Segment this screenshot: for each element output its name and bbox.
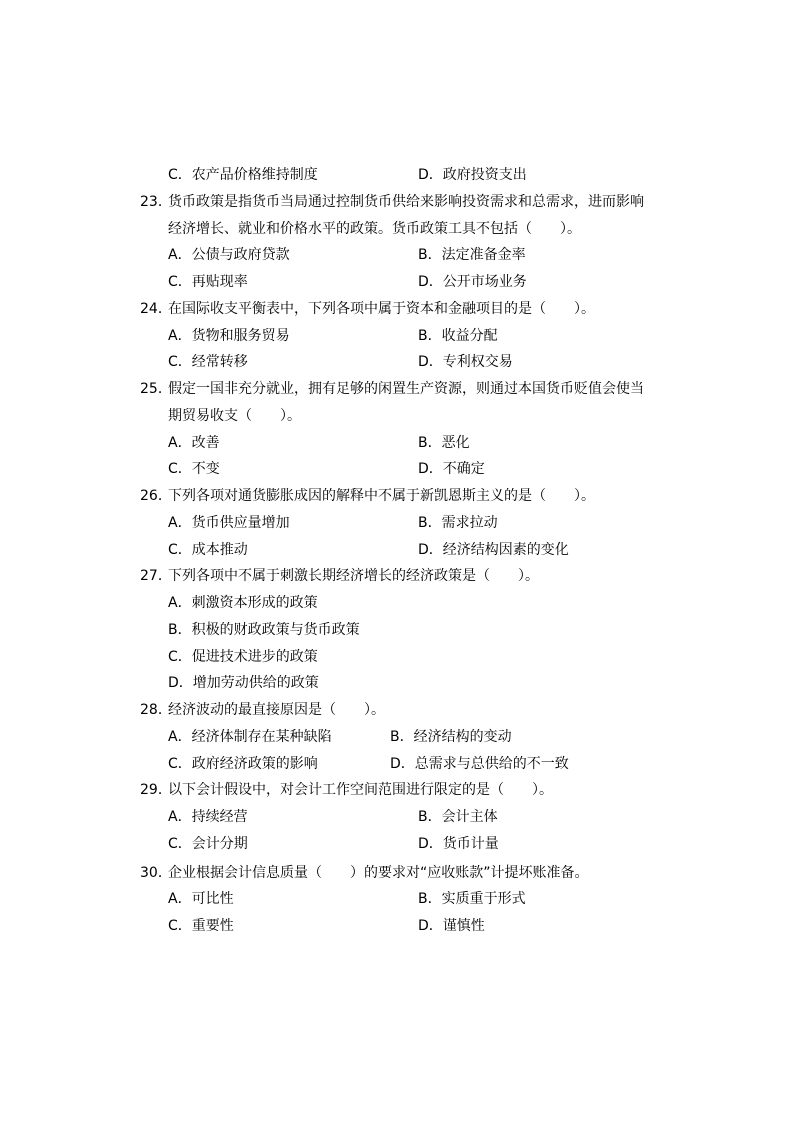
options-row bbox=[0, 751, 794, 778]
option-left: C．重要性 bbox=[168, 918, 234, 934]
question-stem bbox=[0, 376, 794, 403]
options-row bbox=[0, 510, 794, 537]
question-text: 假定一国非充分就业，拥有足够的闲置生产资源，则通过本国货币贬值会使当 bbox=[168, 381, 644, 397]
option-right: B．经济结构的变动 bbox=[390, 728, 512, 745]
option-left: A．货币供应量增加 bbox=[168, 514, 290, 531]
options-row bbox=[0, 269, 794, 296]
text-line bbox=[0, 216, 794, 243]
option-right: D．专利权交易 bbox=[418, 354, 513, 371]
options-row bbox=[0, 430, 794, 457]
options-row bbox=[0, 886, 794, 913]
option-right: D．总需求与总供给的不一致 bbox=[390, 755, 569, 772]
option-right: D．经济结构因素的变化 bbox=[418, 541, 569, 558]
options-row bbox=[0, 323, 794, 350]
options-row bbox=[0, 831, 794, 858]
text-line bbox=[0, 590, 794, 617]
text-line bbox=[0, 644, 794, 671]
question-number: 29． bbox=[140, 782, 172, 799]
question-number: 30． bbox=[140, 864, 172, 881]
option-right: D．公开市场业务 bbox=[418, 274, 527, 290]
text-line bbox=[0, 617, 794, 644]
option-right: D．谨慎性 bbox=[418, 918, 485, 934]
option-right: B．实质重于形式 bbox=[418, 891, 526, 908]
question-text: 经济波动的最直接原因是（ ）。 bbox=[168, 702, 385, 718]
question-number: 24． bbox=[140, 300, 172, 317]
option-right: B．法定准备金率 bbox=[418, 247, 526, 264]
option-left: C．经常转移 bbox=[168, 354, 248, 371]
option-left: C．再贴现率 bbox=[168, 274, 248, 290]
text-line bbox=[0, 403, 794, 430]
option-right: D．政府投资支出 bbox=[418, 167, 527, 183]
options-row bbox=[0, 804, 794, 831]
line-text: D．增加劳动供给的政策 bbox=[168, 675, 319, 692]
question-text: 以下会计假设中，对会计工作空间范围进行限定的是（ ）。 bbox=[168, 782, 553, 799]
options-row bbox=[0, 349, 794, 376]
option-left: C．不变 bbox=[168, 461, 220, 478]
option-left: A．公债与政府贷款 bbox=[168, 247, 290, 264]
text-line bbox=[0, 670, 794, 697]
option-left: C．成本推动 bbox=[168, 541, 248, 558]
question-number: 25． bbox=[140, 381, 172, 397]
option-right: D．货币计量 bbox=[418, 835, 499, 852]
question-stem bbox=[0, 563, 794, 590]
options-row bbox=[0, 242, 794, 269]
question-number: 28． bbox=[140, 702, 172, 718]
question-stem bbox=[0, 483, 794, 510]
option-left: C．农产品价格维持制度 bbox=[168, 167, 318, 183]
options-row bbox=[0, 537, 794, 564]
line-text: 期贸易收支（ ）。 bbox=[168, 407, 301, 424]
options-row bbox=[0, 162, 794, 189]
option-left: A．改善 bbox=[168, 434, 220, 451]
option-right: B．恶化 bbox=[418, 434, 470, 451]
option-left: A．货物和服务贸易 bbox=[168, 327, 290, 344]
option-right: D．不确定 bbox=[418, 461, 485, 478]
option-right: B．会计主体 bbox=[418, 809, 498, 825]
question-number: 27． bbox=[140, 568, 172, 585]
line-text: 经济增长、就业和价格水平的政策。货币政策工具不包括（ ）。 bbox=[168, 220, 581, 237]
question-stem bbox=[0, 697, 794, 724]
question-stem bbox=[0, 189, 794, 216]
option-left: C．政府经济政策的影响 bbox=[168, 755, 318, 772]
question-text: 货币政策是指货币当局通过控制货币供给来影响投资需求和总需求，进而影响 bbox=[168, 193, 644, 210]
question-text: 在国际收支平衡表中，下列各项中属于资本和金融项目的是（ ）。 bbox=[168, 300, 595, 317]
options-row bbox=[0, 456, 794, 483]
line-text: C．促进技术进步的政策 bbox=[168, 648, 318, 665]
question-text: 下列各项对通货膨胀成因的解释中不属于新凯恩斯主义的是（ ）。 bbox=[168, 488, 595, 504]
line-text: A．刺激资本形成的政策 bbox=[168, 595, 318, 611]
option-right: B．需求拉动 bbox=[418, 514, 498, 531]
line-text: B．积极的财政政策与货币政策 bbox=[168, 621, 360, 638]
question-stem bbox=[0, 296, 794, 323]
options-row bbox=[0, 724, 794, 751]
question-text: 企业根据会计信息质量（ ）的要求对“应收账款”计提坏账准备。 bbox=[168, 864, 589, 881]
question-stem bbox=[0, 860, 794, 887]
question-number: 23． bbox=[140, 193, 172, 210]
option-left: A．经济体制存在某种缺陷 bbox=[168, 728, 332, 745]
question-number: 26． bbox=[140, 488, 172, 504]
question-text: 下列各项中不属于刺激长期经济增长的经济政策是（ ）。 bbox=[168, 568, 539, 585]
option-right: B．收益分配 bbox=[418, 327, 498, 344]
options-row bbox=[0, 913, 794, 940]
question-stem bbox=[0, 777, 794, 804]
exam-page bbox=[0, 162, 794, 940]
option-left: A．持续经营 bbox=[168, 809, 248, 825]
option-left: A．可比性 bbox=[168, 891, 234, 908]
option-left: C．会计分期 bbox=[168, 835, 248, 852]
